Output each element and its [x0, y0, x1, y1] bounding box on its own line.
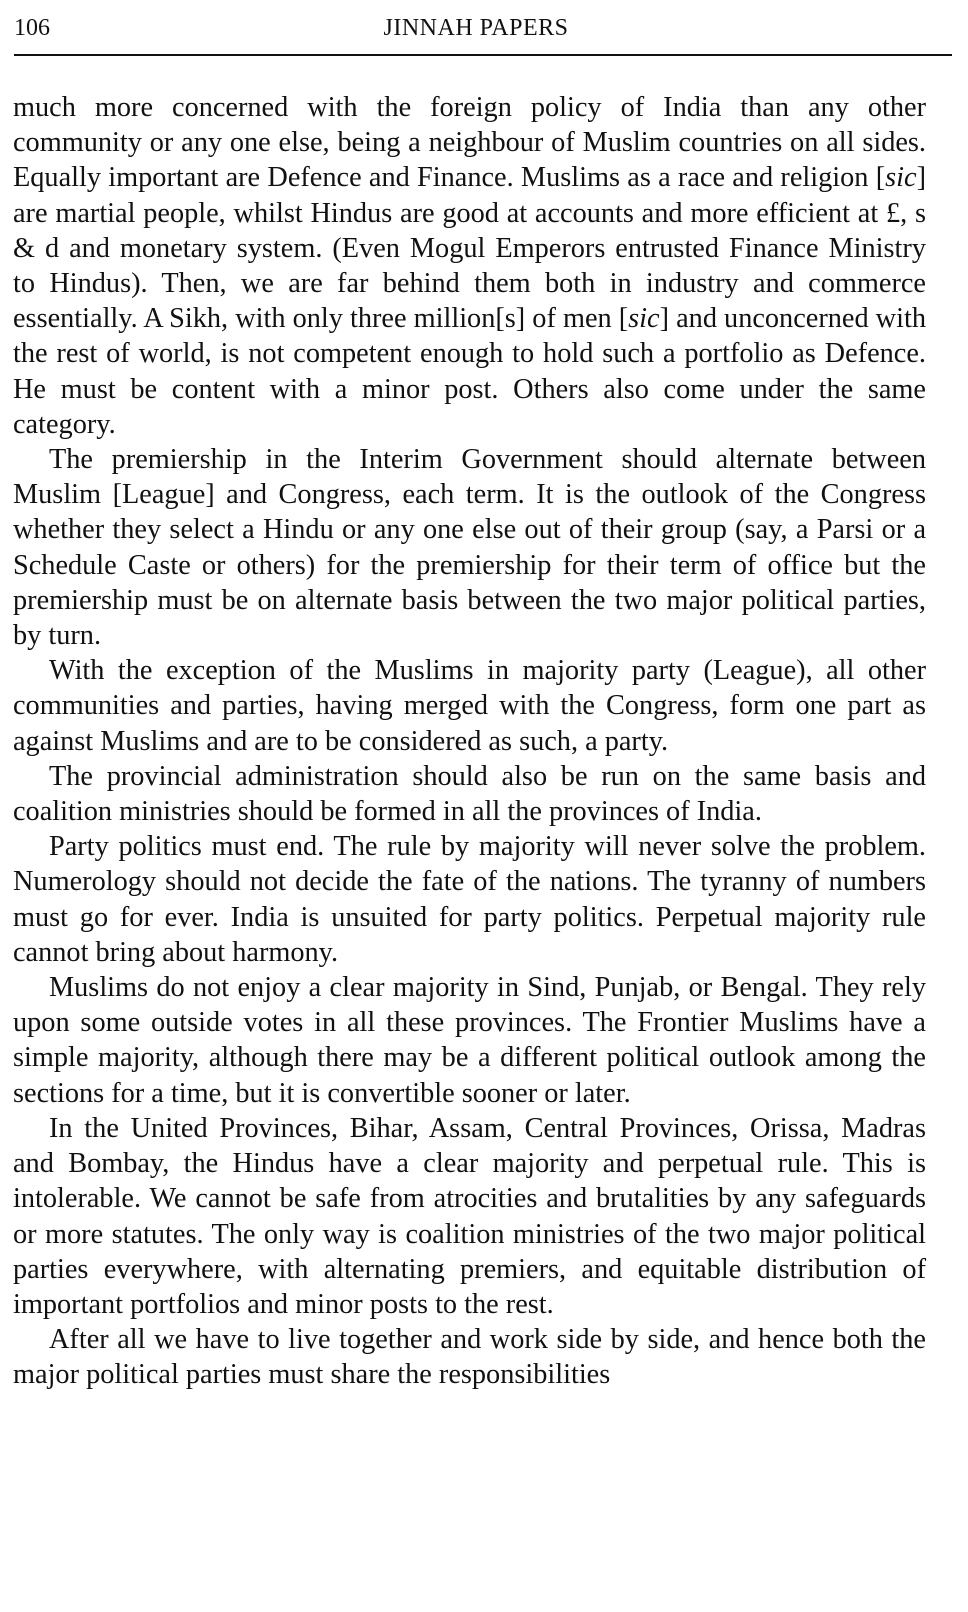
paragraph-6: Muslims do not enjoy a clear majority in Sind, Punjab, or Bengal. They rely upon some outside votes in all these provinces. The Frontier Muslims have a simple majority, although there may be a different political outlook among the sections for a time, but it is convertible sooner or later.: [13, 972, 926, 1109]
sic-italic: sic: [885, 162, 917, 194]
paragraph-5: Party politics must end. The rule by majority will never solve the problem. Numerology should not decide the fate of the nations. The tyranny of numbers must go for ever. India is unsuited for party politics. Perpetual majority rule cannot bring about harmony.: [13, 831, 926, 968]
paragraph-1-part-b: ] are martial people, whilst Hindus are good at accounts and more efficient at £, s & d and monetary system. (Even Mogul Emperors entrusted Finance Ministry to Hindus). Then, we are far behind them both in industry and commerce essentially. A Sikh, with only three million[s] of men [: [13, 162, 926, 335]
paragraph-1-part-a: much more concerned with the foreign policy of India than any other community or any one else, being a neighbour of Muslim countries on all sides. Equally important are Defence and Finance. Muslims as a race and religion [: [13, 92, 926, 194]
paragraph-1: [13, 90, 926, 442]
paragraph-3: With the exception of the Muslims in majority party (League), all other communities and parties, having merged with the Congress, form one part as against Muslims and are to be considered as such, a party.: [13, 655, 926, 757]
running-head: [14, 8, 938, 48]
paragraph-1-part-c: ] and unconcerned with the rest of world, is not competent enough to hold such a portfolio as Defence. He must be content with a minor post. Others also come under the same category.: [13, 303, 926, 440]
body-text: [13, 90, 926, 1393]
header-rule: [14, 54, 952, 56]
page-number: 106: [14, 15, 50, 41]
running-title: JINNAH PAPERS: [383, 15, 569, 41]
paragraph-7: In the United Provinces, Bihar, Assam, Central Provinces, Orissa, Madras and Bombay, the Hindus have a clear majority and perpetual rule. This is intolerable. We cannot be safe from atrocities and brutalities by any safeguards or more statutes. The only way is coalition ministries of the two major political parties everywhere, with alternating premiers, and equitable distribution of important portfolios and minor posts to the rest.: [13, 1112, 926, 1320]
paragraph-2: The premiership in the Interim Government should alternate between Muslim [League] and Congress, each term. It is the outlook of the Congress whether they select a Hindu or any one else out of their group (say, a Parsi or a Schedule Caste or others) for the premiership for their term of office but the premiership must be on alternate basis between the two major political parties, by turn.: [13, 444, 926, 652]
paragraph-4: The provincial administration should also be run on the same basis and coalition ministries should be formed in all the provinces of India.: [13, 760, 926, 828]
sic-italic: sic: [628, 303, 660, 335]
paragraph-8: After all we have to live together and work side by side, and hence both the major political parties must share the responsibilities: [13, 1324, 926, 1391]
